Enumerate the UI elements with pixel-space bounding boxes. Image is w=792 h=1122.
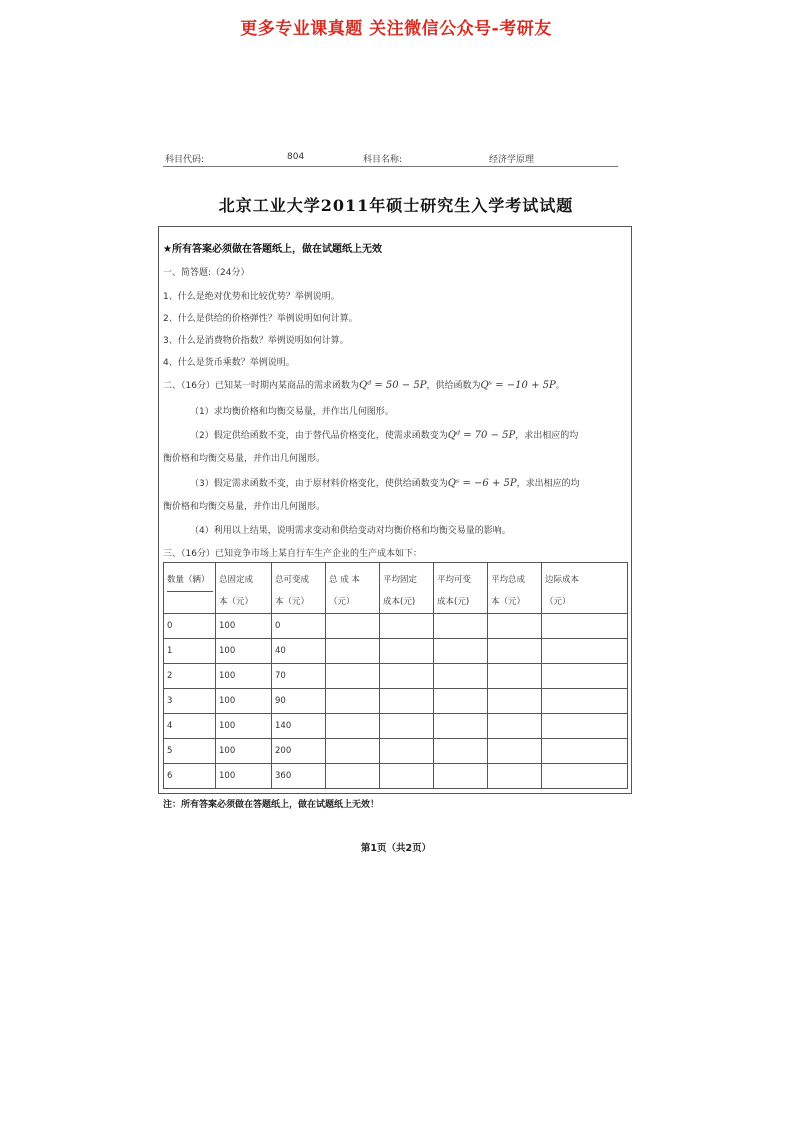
footer-note: 注：所有答案必须做在答题纸上，做在试题纸上无效！: [163, 800, 380, 810]
table-cell: 0: [272, 614, 326, 639]
col-header-quantity: 数量（辆）: [164, 563, 216, 614]
table-row: [164, 639, 628, 664]
col-header-tc: 总 成 本 （元）: [326, 563, 380, 614]
table-cell: [326, 689, 380, 714]
q2-part-3-cont: 衡价格和均衡交易量，并作出几何图形。: [163, 502, 326, 512]
table-cell: 100: [216, 664, 272, 689]
q2-part-1: （1）求均衡价格和均衡交易量，并作出几何图形。: [190, 407, 394, 417]
q2-part-3-equation: Qˢ = −6 + 5P: [447, 478, 517, 489]
q1-item-3: 3、什么是消费物价指数？举例说明如何计算。: [163, 336, 349, 346]
table-cell: [326, 714, 380, 739]
table-cell: [380, 614, 434, 639]
table-row: [164, 614, 628, 639]
table-cell: [326, 764, 380, 789]
table-cell: [488, 714, 542, 739]
table-cell: [380, 764, 434, 789]
table-row: [164, 689, 628, 714]
table-cell: [326, 614, 380, 639]
table-cell: [380, 689, 434, 714]
subject-name-value: 经济学原理: [489, 155, 535, 165]
q2-part-3-text-b: ，求出相应的均: [516, 479, 580, 489]
table-cell: [488, 739, 542, 764]
table-cell: [542, 664, 628, 689]
table-cell: 100: [216, 764, 272, 789]
q1-item-2: 2、什么是供给的价格弹性？举例说明如何计算。: [163, 314, 358, 324]
table-cell: [542, 714, 628, 739]
q2-intro-text-c: 。: [555, 381, 565, 391]
subject-name-label: 科目名称:: [363, 155, 403, 165]
table-cell: [434, 614, 488, 639]
q1-heading: 一、简答题:（24分）: [163, 268, 250, 278]
subject-meta-line: [163, 152, 618, 167]
table-cell: [434, 664, 488, 689]
table-cell: [488, 664, 542, 689]
q2-part-3: [190, 476, 580, 489]
table-cell: [434, 764, 488, 789]
table-cell: 6: [164, 764, 216, 789]
table-cell: [488, 614, 542, 639]
q2-intro: [163, 378, 565, 391]
q2-part-2: [190, 428, 578, 441]
table-cell: [542, 614, 628, 639]
page-number: 第1页（共2页）: [360, 843, 432, 854]
q2-part-2-cont: 衡价格和均衡交易量，并作出几何图形。: [163, 454, 326, 464]
table-cell: 0: [164, 614, 216, 639]
table-row: [164, 739, 628, 764]
q1-item-1: 1、什么是绝对优势和比较优势？举例说明。: [163, 292, 340, 302]
table-cell: 140: [272, 714, 326, 739]
q2-supply-equation: Qˢ = −10 + 5P: [480, 380, 556, 391]
exam-title: 北京工业大学2011年硕士研究生入学考试试题: [218, 196, 574, 215]
q2-part-2-equation: Qᵈ = 70 − 5P: [447, 430, 516, 441]
q3-heading: 三、（16分）已知竞争市场上某自行车生产企业的生产成本如下：: [163, 549, 422, 559]
col-header-tfc: 总固定成 本（元）: [216, 563, 272, 614]
answer-notice: ★所有答案必须做在答题纸上，做在试题纸上无效: [163, 244, 382, 255]
table-cell: 40: [272, 639, 326, 664]
table-cell: 100: [216, 614, 272, 639]
cost-table-header: [164, 563, 628, 614]
table-cell: [542, 639, 628, 664]
table-cell: [488, 639, 542, 664]
table-cell: [326, 664, 380, 689]
table-cell: 100: [216, 689, 272, 714]
table-cell: 360: [272, 764, 326, 789]
table-cell: [380, 639, 434, 664]
promo-banner: 更多专业课真题 关注微信公众号-考研友: [240, 19, 552, 39]
table-cell: 3: [164, 689, 216, 714]
table-cell: [434, 689, 488, 714]
q2-demand-equation: Qᵈ = 50 − 5P: [358, 380, 427, 391]
col-header-atc: 平均总成 本（元）: [488, 563, 542, 614]
table-cell: 90: [272, 689, 326, 714]
table-cell: [434, 739, 488, 764]
table-cell: [542, 739, 628, 764]
q2-part-2-text-a: （2）假定供给函数不变，由于替代品价格变化，使需求函数变为: [190, 431, 448, 441]
table-cell: [380, 664, 434, 689]
table-cell: 2: [164, 664, 216, 689]
q2-part-2-text-b: ，求出相应的均: [515, 431, 579, 441]
table-cell: [326, 739, 380, 764]
q2-intro-text-b: ，供给函数为: [426, 381, 481, 391]
q2-part-4: （4）利用以上结果，说明需求变动和供给变动对均衡价格和均衡交易量的影响。: [190, 526, 511, 536]
table-cell: [488, 689, 542, 714]
col-header-tvc: 总可变成 本（元）: [272, 563, 326, 614]
table-cell: [380, 739, 434, 764]
table-cell: [488, 764, 542, 789]
subject-code-label: 科目代码:: [165, 155, 205, 165]
table-cell: 100: [216, 714, 272, 739]
table-row: [164, 714, 628, 739]
col-header-mc: 边际成本 （元）: [542, 563, 628, 614]
table-cell: 200: [272, 739, 326, 764]
q2-part-3-text-a: （3）假定需求函数不变，由于原材料价格变化，使供给函数变为: [190, 479, 448, 489]
col-header-afc: 平均固定 成本(元): [380, 563, 434, 614]
table-row: [164, 764, 628, 789]
q2-intro-text-a: 二、（16分）已知某一时期内某商品的需求函数为: [163, 381, 359, 391]
cost-table-body: [164, 614, 628, 789]
table-cell: [542, 689, 628, 714]
table-cell: [380, 714, 434, 739]
col-header-avc: 平均可变 成本(元): [434, 563, 488, 614]
table-cell: [434, 714, 488, 739]
table-cell: 1: [164, 639, 216, 664]
table-cell: [326, 639, 380, 664]
table-cell: 100: [216, 739, 272, 764]
table-cell: [434, 639, 488, 664]
table-cell: 100: [216, 639, 272, 664]
table-cell: 5: [164, 739, 216, 764]
subject-code-value: 804: [287, 152, 305, 162]
q1-item-4: 4、什么是货币乘数？举例说明。: [163, 358, 295, 368]
table-row: [164, 664, 628, 689]
table-cell: 4: [164, 714, 216, 739]
table-cell: [542, 764, 628, 789]
cost-table: [163, 562, 628, 789]
table-cell: 70: [272, 664, 326, 689]
